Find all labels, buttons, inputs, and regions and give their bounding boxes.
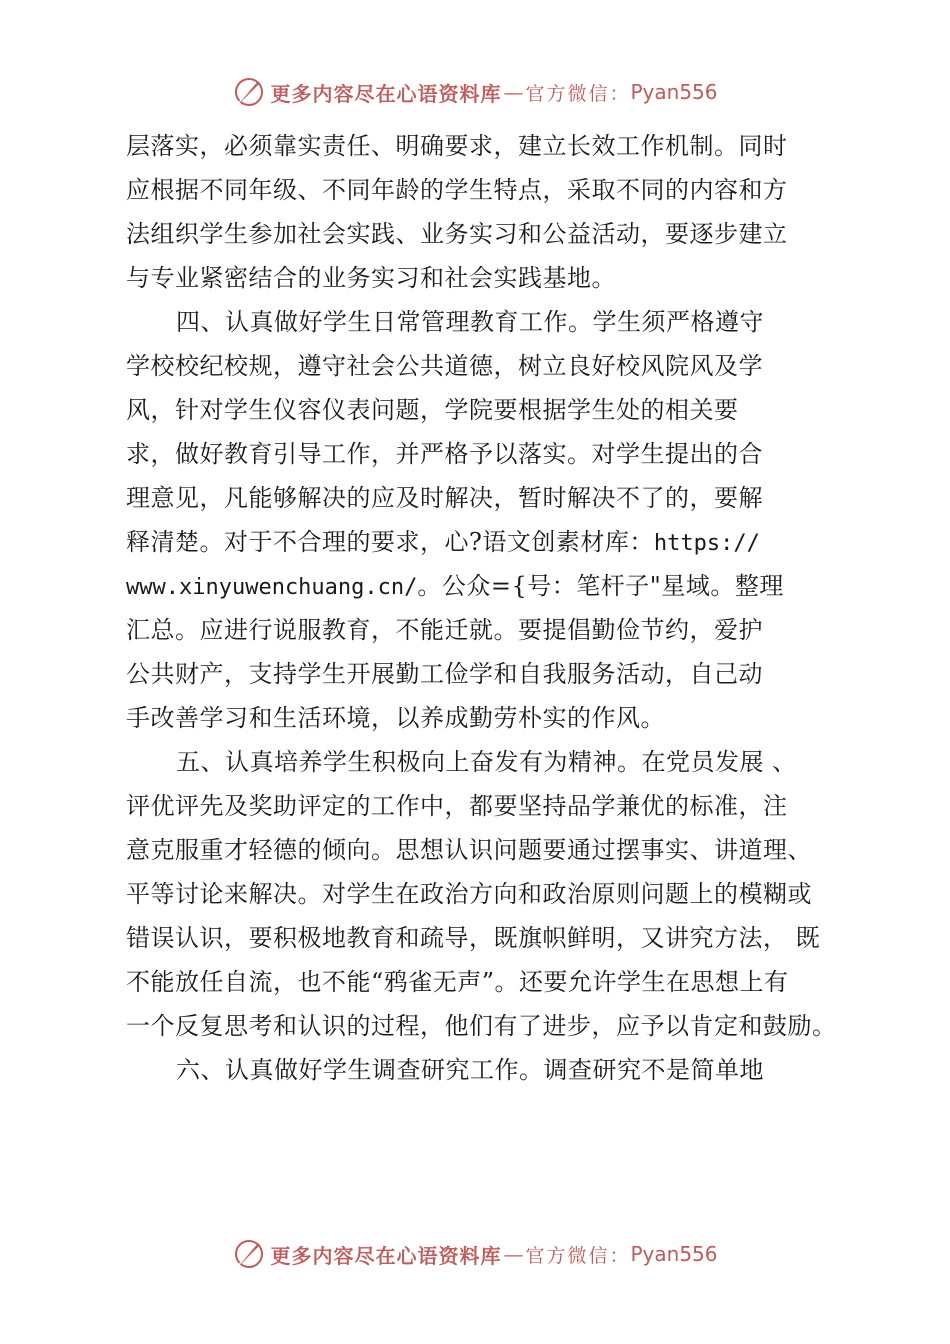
header-wechat-label: 官方微信： — [525, 82, 631, 105]
header-wechat-id: Pyan556 — [630, 80, 718, 104]
body-line: 学校校纪校规，遵守社会公共道德，树立良好校风院风及学 — [126, 352, 763, 380]
body-line: 理意见，凡能够解决的应及时解决，暂时解决不了的，要解 — [126, 484, 763, 512]
footer-brand: 更多内容尽在心语资料库 — [270, 1243, 502, 1268]
header-separator: — — [503, 80, 524, 104]
body-line: 一个反复思考和认识的过程，他们有了进步，应予以肯定和鼓励。 — [126, 1012, 837, 1040]
body-line: 手改善学习和生活环境，以养成勤劳朴实的作风。 — [126, 704, 665, 732]
body-text: 释清楚。对于不合理的要求，心?语文创素材库： — [126, 528, 654, 556]
body-line: 风，针对学生仪容仪表问题，学院要根据学生处的相关要 — [126, 396, 739, 424]
body-line: 不能放任自流，也不能“鸦雀无声”。还要允许学生在思想上有 — [126, 968, 789, 996]
body-line: 求，做好教育引导工作，并严格予以落实。对学生提出的合 — [126, 440, 763, 468]
footer-wechat-id: Pyan556 — [630, 1242, 718, 1266]
body-line — [126, 520, 826, 564]
body-line: 平等讨论来解决。对学生在政治方向和政治原则问题上的模糊或 — [126, 880, 812, 908]
footer-banner — [0, 1234, 950, 1274]
body-text: 。公众={号：笔杆子"星域。整理 — [417, 572, 784, 600]
url-fragment: https:// — [653, 531, 760, 556]
body-line — [126, 564, 826, 608]
footer-separator: — — [503, 1242, 524, 1266]
body-line: 评优评先及奖助评定的工作中，都要坚持品学兼优的标准，注 — [126, 792, 788, 820]
body-line: 公共财产，支持学生开展勤工俭学和自我服务活动，自己动 — [126, 660, 763, 688]
quill-logo-icon — [232, 1237, 266, 1271]
footer-wechat-label: 官方微信： — [525, 1244, 631, 1267]
url-link-text: www.xinyuwenchuang.cn/ — [126, 575, 418, 600]
body-line: 层落实，必须靠实责任、明确要求，建立长效工作机制。同时 — [126, 132, 788, 160]
body-line: 错误认识，要积极地教育和疏导，既旗帜鲜明，又讲究方法， 既 — [126, 924, 821, 952]
document-body — [126, 124, 837, 1092]
header-banner — [0, 72, 950, 112]
paragraph-heading-four: 四、认真做好学生日常管理教育工作。学生须严格遵守 — [176, 308, 764, 336]
header-brand: 更多内容尽在心语资料库 — [270, 81, 502, 106]
body-line: 与专业紧密结合的业务实习和社会实践基地。 — [126, 264, 616, 292]
body-line: 汇总。应进行说服教育，不能迁就。要提倡勤俭节约，爱护 — [126, 616, 763, 644]
body-line: 法组织学生参加社会实践、业务实习和公益活动，要逐步建立 — [126, 220, 788, 248]
quill-logo-icon — [232, 75, 266, 109]
paragraph-heading-six: 六、认真做好学生调查研究工作。调查研究不是简单地 — [176, 1056, 764, 1084]
body-line: 意克服重才轻德的倾向。思想认识问题要通过摆事实、讲道理、 — [126, 836, 812, 864]
paragraph-heading-five: 五、认真培养学生积极向上奋发有为精神。在党员发展 、 — [176, 748, 797, 776]
body-line: 应根据不同年级、不同年龄的学生特点，采取不同的内容和方 — [126, 176, 788, 204]
